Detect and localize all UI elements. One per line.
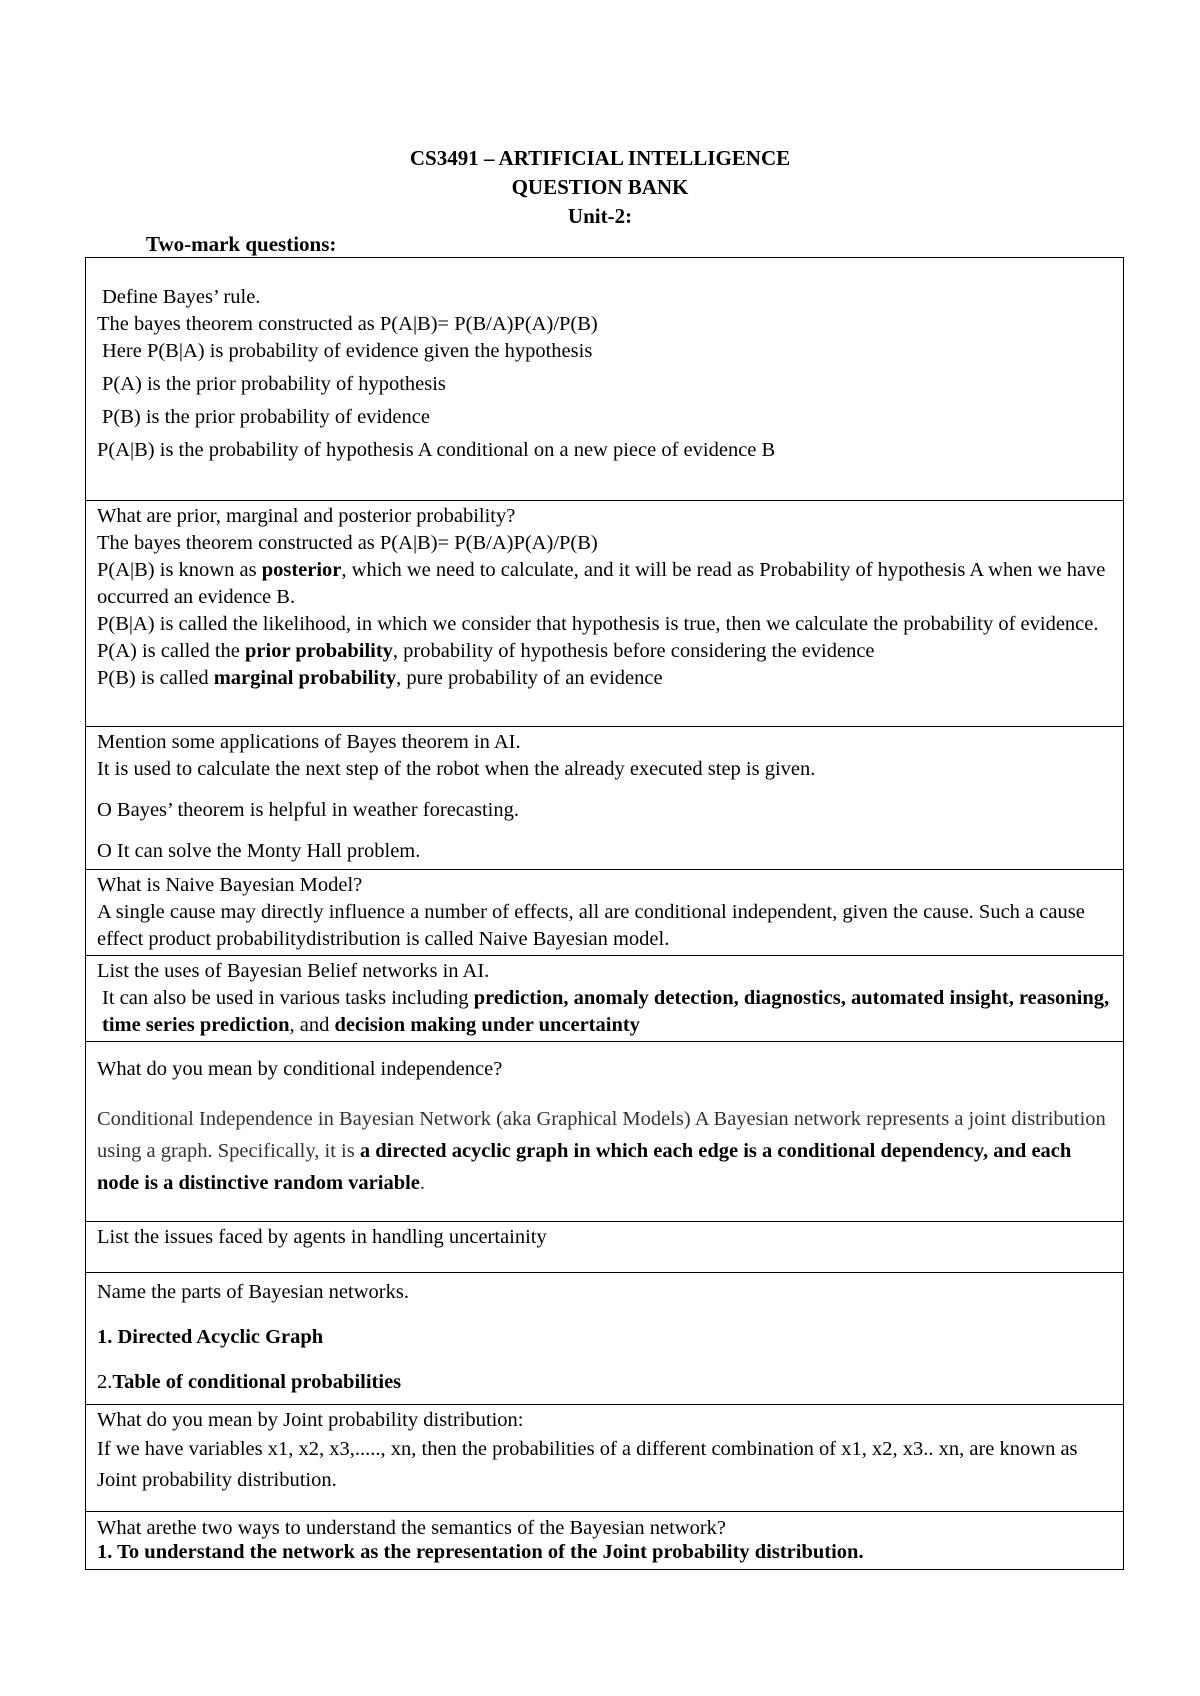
answer-text: . (419, 1172, 426, 1194)
answer-line: The bayes theorem constructed as P(A|B)= P(B/A)P(A)/P(B) (97, 313, 598, 335)
answer-line (97, 1103, 1113, 1199)
question-row (86, 727, 1124, 870)
answer-bold: marginal probability (213, 667, 397, 689)
answer-line: P(A) is the prior probability of hypothesis (102, 373, 446, 395)
unit-label: Unit-2: (567, 204, 633, 228)
answer-line (97, 1369, 1113, 1396)
answer-line (97, 665, 1113, 692)
answer-bold: a directed acyclic graph in which each edge is a conditional dependency, and each node is a distinctive random variable (97, 1140, 1072, 1194)
answer-line (97, 557, 1113, 611)
answer-text: P(B) is called (97, 667, 214, 689)
answer-line: If we have variables x1, x2, x3,....., xn, then the probabilities of a different combination of x1, x2, x3.. xn, are known as Joint probability distribution. (97, 1438, 1078, 1491)
question-cell (86, 1273, 1124, 1405)
question-cell (86, 727, 1124, 870)
answer-line: The bayes theorem constructed as P(A|B)= P(B/A)P(A)/P(B) (97, 532, 598, 554)
answer-bold: Table of conditional probabilities (112, 1371, 402, 1393)
question-text: What is Naive Bayesian Model? (97, 874, 363, 896)
question-text: What do you mean by conditional independence? (97, 1058, 503, 1080)
answer-line: O It can solve the Monty Hall problem. (97, 840, 421, 862)
question-cell (86, 501, 1124, 727)
answer-text: , and (289, 1014, 335, 1036)
question-row (86, 501, 1124, 727)
answer-text: P(A) is called the (97, 640, 246, 662)
question-row (86, 1405, 1124, 1512)
question-row (86, 956, 1124, 1042)
course-title: CS3491 – ARTIFICIAL INTELLIGENCE (409, 146, 791, 170)
answer-text: 2. (97, 1371, 113, 1393)
answer-line: P(B) is the prior probability of evidence (102, 406, 430, 428)
question-table (85, 257, 1124, 1570)
question-row (86, 1222, 1124, 1273)
question-row (86, 1512, 1124, 1570)
answer-line: A single cause may directly influence a number of effects, all are conditional independent, given the cause. Such a cause effect product probabilitydistribution is called Naive Bayesian model. (97, 901, 1085, 950)
answer-bold: decision making under uncertainty (334, 1014, 640, 1036)
answer-bold: prior probability (245, 640, 393, 662)
answer-line: 1. Directed Acyclic Graph (97, 1326, 324, 1348)
question-cell (86, 870, 1124, 956)
answer-text: P(A|B) is known as (97, 559, 262, 581)
question-text: List the issues faced by agents in handling uncertainity (97, 1226, 547, 1248)
answer-bold: posterior (261, 559, 342, 581)
question-cell (86, 258, 1124, 501)
document-title: QUESTION BANK (511, 175, 689, 199)
spacer (97, 1306, 1113, 1324)
question-text: Mention some applications of Bayes theorem in AI. (97, 731, 521, 753)
question-text: What are prior, marginal and posterior probability? (97, 505, 516, 527)
question-text: What arethe two ways to understand the semantics of the Bayesian network? (97, 1517, 727, 1539)
question-cell (86, 1512, 1124, 1570)
answer-text: , pure probability of an evidence (396, 667, 663, 689)
answer-line (97, 985, 1113, 1039)
answer-line (97, 638, 1113, 665)
question-cell (86, 1405, 1124, 1512)
question-row (86, 258, 1124, 501)
answer-text: It can also be used in various tasks including (102, 987, 474, 1009)
answer-text: , which we need to calculate, and it will be read as Probability of hypothesis A when we have occurred an evidence B. (97, 559, 1106, 608)
question-cell (86, 956, 1124, 1042)
answer-line: O Bayes’ theorem is helpful in weather forecasting. (97, 799, 520, 821)
spacer (97, 783, 1113, 797)
question-text: What do you mean by Joint probability distribution: (97, 1409, 524, 1431)
answer-line: It is used to calculate the next step of the robot when the already executed step is given. (97, 758, 816, 780)
spacer (97, 824, 1113, 838)
question-row (86, 1042, 1124, 1222)
answer-line: P(B|A) is called the likelihood, in which we consider that hypothesis is true, then we calculate the probability of evidence. (97, 613, 1099, 635)
answer-line: 1. To understand the network as the representation of the Joint probability distribution. (97, 1541, 864, 1563)
answer-bold: prediction, anomaly detection, diagnostics, automated insight, reasoning, time series prediction (102, 987, 1110, 1036)
question-text: Define Bayes’ rule. (102, 286, 261, 308)
question-cell (86, 1042, 1124, 1222)
answer-line: Here P(B|A) is probability of evidence given the hypothesis (102, 340, 593, 362)
answer-line: P(A|B) is the probability of hypothesis A conditional on a new piece of evidence B (97, 439, 776, 461)
spacer (97, 1083, 1113, 1103)
section-label: Two-mark questions: (146, 232, 337, 256)
spacer (97, 1351, 1113, 1369)
question-row (86, 1273, 1124, 1405)
question-cell (86, 1222, 1124, 1273)
answer-text: , probability of hypothesis before considering the evidence (392, 640, 875, 662)
question-row (86, 870, 1124, 956)
answer-text: Conditional Independence in Bayesian Network (aka Graphical Models) A Bayesian network represents a joint distribution using a graph. Specifically, it is (97, 1108, 1106, 1162)
question-text: List the uses of Bayesian Belief networks in AI. (97, 960, 490, 982)
question-text: Name the parts of Bayesian networks. (97, 1281, 409, 1303)
